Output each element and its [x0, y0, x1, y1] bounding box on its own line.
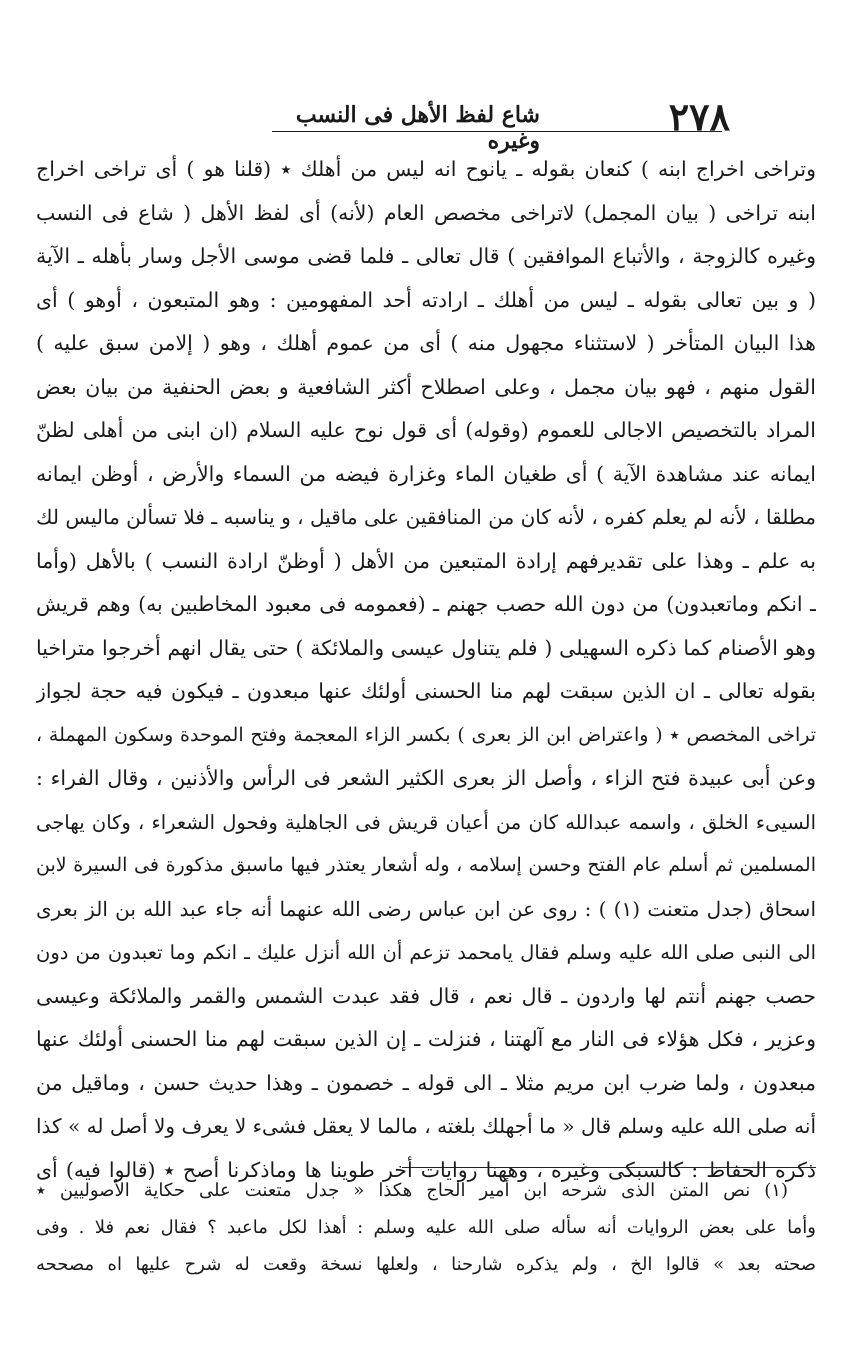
text-line: الى النبى صلى الله عليه وسلم فقال يامحمد تزعم أن الله أنزل عليك ـ انكم وما تعبدون من دون: [36, 941, 816, 964]
text-line: المراد بالتخصيص الاجالى للعموم (وقوله) أى قول نوح عليه السلام (ان ابنى من أهلى لظنّ: [36, 418, 816, 442]
text-line: ذكره الحفاظ : كالسبكى وغيره ، وههنا روايات أخر طوينا ها وماذكرنا أصح ٭ (قالوا فيه) أى: [36, 1157, 816, 1182]
text-line: ابنه تراخى ( بيان المجمل) لاتراخى مخصص العام (لأنه) أى لفظ الأهل ( شاع فى النسب: [36, 200, 816, 225]
text-line: هذا البيان المتأخر ( لاستثناء مجهول منه ) أى من عموم أهلك ، وهو ( إلامن سبق عليه ): [36, 331, 816, 355]
footnote-line: صحته بعد » قالوا الخ ، ولم يذكره شارحنا ، ولعلها نسخة وقعت له شرح عليها اه مصححه: [36, 1254, 816, 1275]
page-header: [240, 94, 730, 154]
text-line: القول منهم ، فهو بيان مجمل ، وعلى اصطلاح أكثر الشافعية و بعض الحنفية من بيان بعض: [36, 374, 816, 399]
text-line: وهو الأصنام كما ذكره السهيلى ( فلم يتناول عيسى والملائكة ) حتى يقال انهم أخرجوا متراخيا: [36, 635, 816, 660]
footnote-line: (١) نص المتن الذى شرحه ابن أمير الحاج هكذا « جدل متعنت على حكاية الأصوليين ٭: [36, 1180, 788, 1201]
header-rule: [272, 131, 722, 132]
text-line: بقوله تعالى ـ ان الذين سبقت لهم منا الحسنى أولئك عنها مبعدون ـ فيكون فيه حجة لجواز: [36, 679, 816, 703]
text-line: ( و بين تعالى بقوله ـ ليس من أهلك ـ ارادته أحد المفهومين : وهو المتبعون ، أوهو ) أى: [36, 287, 816, 312]
footnote-line: وأما على بعض الروايات أنه سأله صلى الله عليه وسلم : أهذا لكل ماعبد ؟ فقال نعم فلا . وفى: [36, 1217, 816, 1238]
text-line: أنه صلى الله عليه وسلم قال « ما أجهلك بلغته ، مالما لا يعقل فشىء لا يعرف ولا أصل له » كذا: [36, 1114, 816, 1138]
footnote-rule: [402, 1167, 816, 1168]
main-text: [36, 148, 816, 1192]
text-line: مطلقا ، لأنه لم يعلم كفره ، لأنه كان من المنافقين على ماقيل ، و يناسبه ـ فلا تسألن ماليس لك: [36, 505, 816, 529]
text-line: ايمانه عند مشاهدة الآية ) أى طغيان الماء وغزارة فيضه من السماء والأرض ، أوظن ايمانه: [36, 461, 816, 486]
page-number: ٢٧٨: [668, 94, 730, 139]
text-line: ـ انكم وماتعبدون) من دون الله حصب جهنم ـ (فعمومه فى معبود المخاطبين به) وهم قريش: [36, 592, 816, 616]
text-line: وعزير ، فكل هؤلاء فى النار مع آلهتنا ، فنزلت ـ إن الذين سبقت لهم منا الحسنى أولئك عنها: [36, 1027, 816, 1051]
text-line: به علم ـ وهذا على تقديرفهم إرادة المتبعين من الأهل ( أوظنّ ارادة النسب ) بالأهل (وأما: [36, 548, 816, 573]
text-line: وغيره كالزوجة ، والأتباع الموافقين ) قال تعالى ـ فلما قضى موسى الأجل وسار بأهله ـ الآية: [36, 244, 816, 268]
text-line: حصب جهنم أنتم لها واردون ـ قال نعم ، قال فقد عبدت الشمس والقمر والملائكة وعيسى: [36, 983, 816, 1008]
footnotes: [36, 1172, 816, 1283]
text-line: وتراخى اخراج ابنه ) كنعان بقوله ـ يانوح انه ليس من أهلك ٭ (قلنا هو ) أى تراخى اخراج: [36, 157, 816, 181]
text-line: اسحاق (جدل متعنت (١) ) : روى عن ابن عباس رضى الله عنهما أنه جاء عبد الله بن الز بعرى: [36, 896, 816, 921]
running-title: شاع لفظ الأهل فى النسب وغيره: [295, 102, 540, 154]
text-line: تراخى المخصص ٭ ( واعتراض ابن الز بعرى ) بكسر الزاء المعجمة وفتح الموحدة وسكون المهملة ،: [36, 723, 816, 746]
text-line: المسلمين ثم أسلم عام الفتح وحسن إسلامه ، وله أشعار يعتذر فيها ماسبق مذكورة فى السيرة لابن: [36, 854, 816, 876]
text-line: مبعدون ، ولما ضرب ابن مريم مثلا ـ الى قوله ـ خصمون ـ وهذا حديث حسن ، وماقيل من: [36, 1070, 816, 1095]
text-line: وعن أبى عبيدة فتح الزاء ، وأصل الز بعرى الكثير الشعر فى الرأس والأذنين ، وقال الفراء :: [36, 766, 816, 790]
text-line: السيىء الخلق ، واسمه عبدالله كان من أعيان قريش فى الجاهلية وفحول الشعراء ، وكان يهاجى: [36, 810, 816, 834]
